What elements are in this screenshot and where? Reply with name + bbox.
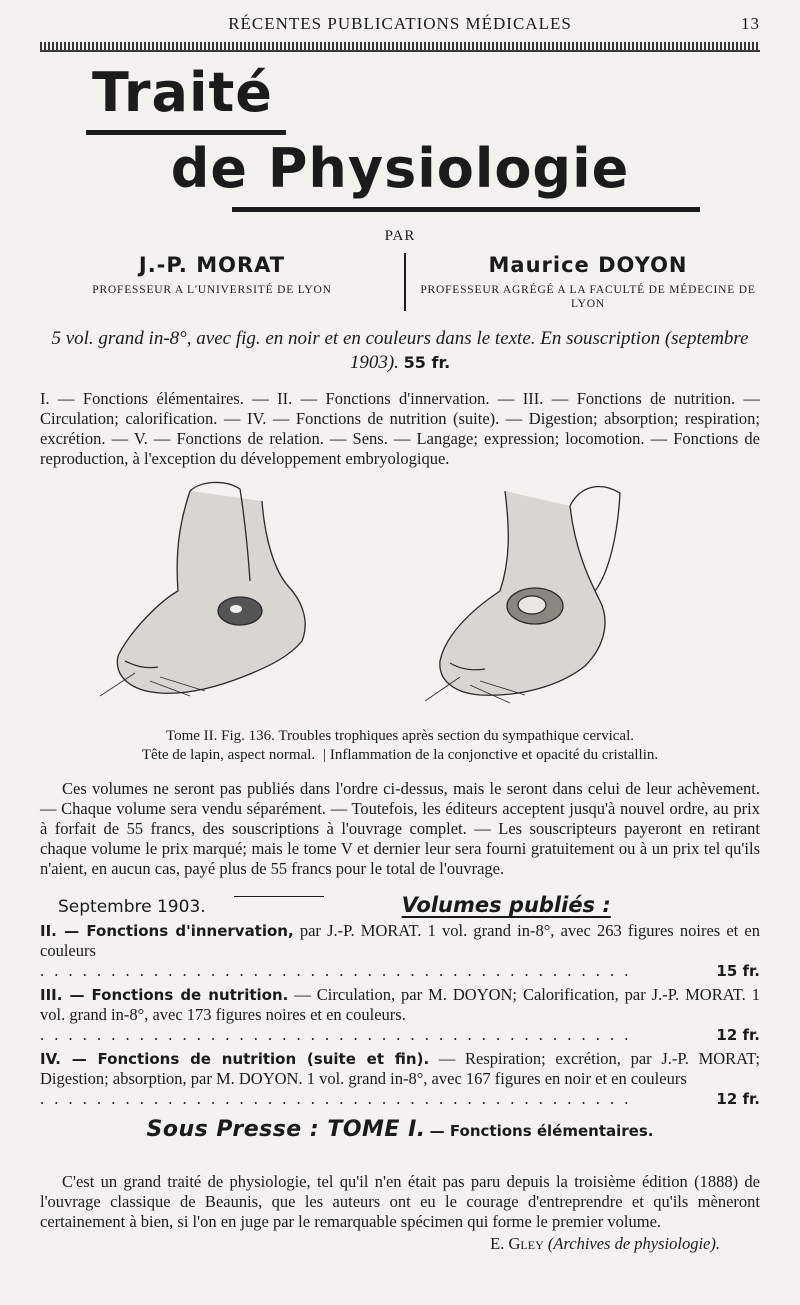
published-item-body: — Respiration; excrétion, par J.-P. MORAT; Digestion; absorption, par M. DOYON. 1 vol. grand in-8°, avec 167 figures en noir et en couleurs: [40, 1049, 761, 1088]
published-item-body: par J.-P. MORAT. 1 vol. grand in-8°, avec 263 figures noires et en couleurs: [40, 921, 761, 960]
contents-paragraph: I. — Fonctions élémentaires. — II. — Fonctions d'innervation. — III. — Fonctions de nutrition. — Circulation; calorification. — IV. — Fonctions de nutrition (suite). — Digestion; absorption; respiration; excrétion. — V. — Fonctions de relation. — Sens. — Langage; expression; locomotion. — Fonctions de reproduction, à l'exception du développement embryologique.: [40, 389, 760, 468]
price-leader: . . . . . . . . . . . . . . . . . . . . . . . . . . . . . . . . . . . . . . . . . . 15 fr.: [40, 961, 760, 980]
published-item: [40, 1049, 760, 1109]
published-heading: Volumes publiés :: [401, 893, 611, 917]
published-item-price: 12 fr.: [716, 1026, 760, 1044]
price-leader: . . . . . . . . . . . . . . . . . . . . . . . . . . . . . . . . . . . . . . . . . . 12 fr.: [40, 1025, 760, 1044]
author-role: PROFESSEUR AGRÉGÉ A LA FACULTÉ DE MÉDECINE DE LYON: [420, 284, 756, 310]
figure-illustration: [40, 481, 760, 719]
published-item-body: — Circulation, par M. DOYON; Calorification, par J.-P. MORAT. 1 vol. grand in-8°, avec 173 figures noires et en couleurs.: [40, 985, 760, 1024]
author-role: PROFESSEUR A L'UNIVERSITÉ DE LYON: [92, 284, 332, 296]
running-head: [40, 14, 760, 40]
published-item-head: II. — Fonctions d'innervation,: [40, 922, 294, 940]
figure-caption-right: | Inflammation de la conjonctive et opacité du cristallin.: [323, 747, 659, 763]
title-rule-1: [86, 130, 286, 135]
running-title: RÉCENTES PUBLICATIONS MÉDICALES: [228, 14, 572, 33]
figure-caption-main: Tome II. Fig. 136. Troubles trophiques après section du sympathique cervical.: [165, 728, 635, 744]
author-morat: [40, 253, 404, 311]
signature-name: E. Gley: [490, 1234, 544, 1253]
author-doyon: [404, 253, 760, 311]
volume-text: 5 vol. grand in-8°, avec fig. en noir et en couleurs dans le texte. En souscription (septembre 1903).: [51, 328, 749, 373]
separator-line: [234, 896, 324, 897]
by-label: PAR: [384, 228, 416, 244]
author-name: Maurice DOYON: [488, 253, 688, 277]
review-paragraph: C'est un grand traité de physiologie, tel qu'il n'en était pas paru depuis la troisième édition (1888) de l'ouvrage classique de Beaunis, que les auteurs ont eu le courage d'entreprendre et qu'ils mèneront certainement à bien, si l'on en juge par le remarquable spécimen qui forme le premier volume.: [40, 1172, 760, 1231]
published-item: [40, 985, 760, 1045]
in-press-label: Sous Presse : TOME I.: [146, 1117, 426, 1142]
published-header-row: [40, 893, 760, 917]
title-line-1: Traité: [92, 61, 273, 124]
date-label: Septembre 1903.: [58, 897, 206, 917]
in-press: [40, 1117, 760, 1142]
title-rule-2: [232, 207, 700, 212]
published-item-price: 12 fr.: [716, 1090, 760, 1108]
page-number: 13: [741, 14, 760, 33]
author-name: J.-P. MORAT: [138, 253, 286, 277]
in-press-rest: — Fonctions élémentaires.: [429, 1122, 654, 1140]
notice-paragraph: Ces volumes ne seront pas publiés dans l'ordre ci-dessus, mais le seront dans celui de leur achèvement. — Chaque volume sera vendu séparément. — Toutefois, les éditeurs acceptent jusqu'à nouvel ordre, au prix à forfait de 55 francs, des souscriptions à l'ouvrage complet. — Les souscripteurs payeront en retirant chaque volume le prix marqué; mais le tome V et dernier leur sera fourni gratuitement ou à un prix tel qu'ils n'aient, en aucun cas, payé plus de 55 francs pour le total de l'ouvrage.: [40, 779, 760, 878]
rabbit-heads-illustration: [40, 481, 760, 719]
page: [40, 14, 760, 1254]
published-item-head: III. — Fonctions de nutrition.: [40, 986, 289, 1004]
authors: [40, 253, 760, 311]
decorative-border: [40, 42, 760, 52]
title-line-2: de Physiologie: [170, 137, 630, 200]
volume-line: [40, 327, 760, 375]
published-item-head: IV. — Fonctions de nutrition (suite et fin).: [40, 1050, 430, 1068]
figure-caption-sub: [40, 746, 760, 765]
signature-source: (Archives de physiologie).: [547, 1234, 720, 1253]
review-signature: [40, 1234, 720, 1254]
volume-price: 55 fr.: [403, 353, 451, 372]
published-item: [40, 921, 760, 981]
published-item-price: 15 fr.: [716, 962, 760, 980]
figure-caption-left: Tête de lapin, aspect normal.: [141, 747, 316, 763]
price-leader: . . . . . . . . . . . . . . . . . . . . . . . . . . . . . . . . . . . . . . . . . . 12 fr.: [40, 1089, 760, 1108]
figure-caption: [40, 727, 760, 765]
